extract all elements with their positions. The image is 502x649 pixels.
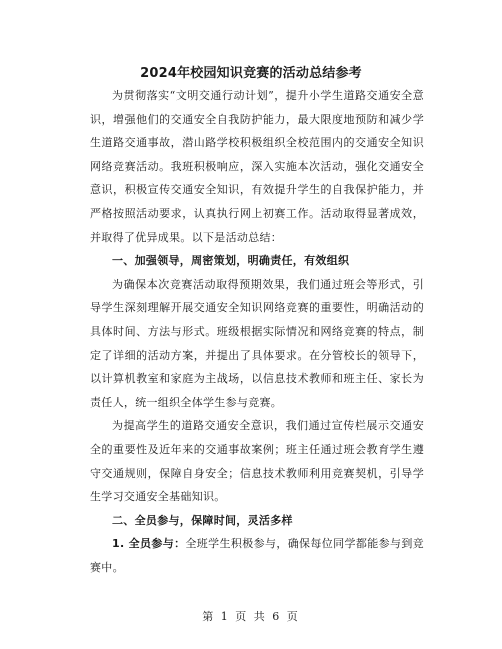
document-body: [90, 84, 424, 579]
section-1-heading: 一、加强领导，周密策划，明确责任，有效组织: [112, 254, 350, 268]
section-1-paragraph-2: 为提高学生的道路交通安全意识，我们通过宣传栏展示交通安全的重要性及近年来的交通事故案例；班主任通过班会教育学生遵守交通规则，保障自身安全；信息技术教师利用竞赛契机，引导学生学习交通安全基础知识。: [90, 419, 424, 504]
page-footer: 第 1 页 共 6 页: [202, 610, 300, 623]
section-2-heading: 二、全员参与，保障时间，灵活多样: [112, 513, 293, 527]
item-1-text: 全班学生积极参与，确保每位同学都能参与到竞赛中。: [90, 537, 424, 574]
intro-paragraph: 为贯彻落实“文明交通行动计划”，提升小学生道路交通安全意识，增强他们的交通安全自我防护能力，最大限度地预防和减少学生道路交通事故，潜山路学校积极组织全校范围内的交通安全知识网络竞赛活动。我班积极响应，深入实施本次活动，强化交通安全意识，积极宣传交通安全知识，有效提升学生的自我保护能力，并严格按照活动要求，认真执行网上初赛工作。活动取得显著成效，并取得了优异成果。以下是活动总结：: [90, 89, 424, 244]
section-2-item-1: [90, 532, 424, 579]
document-title: 2024年校园知识竞赛的活动总结参考: [140, 66, 362, 81]
section-1-paragraph-1: 为确保本次竞赛活动取得预期效果，我们通过班会等形式，引导学生深刻理解开展交通安全知识网络竞赛的重要性，明确活动的具体时间、方法与形式。班级根据实际情况和网络竞赛的特点，制定了详细的活动方案，并提出了具体要求。在分管校长的领导下，以计算机教室和家庭为主战场，以信息技术教师和班主任、家长为责任人，统一组织全体学生参与竞赛。: [90, 277, 424, 409]
item-1-lead: 1. 全员参与：: [112, 537, 186, 551]
